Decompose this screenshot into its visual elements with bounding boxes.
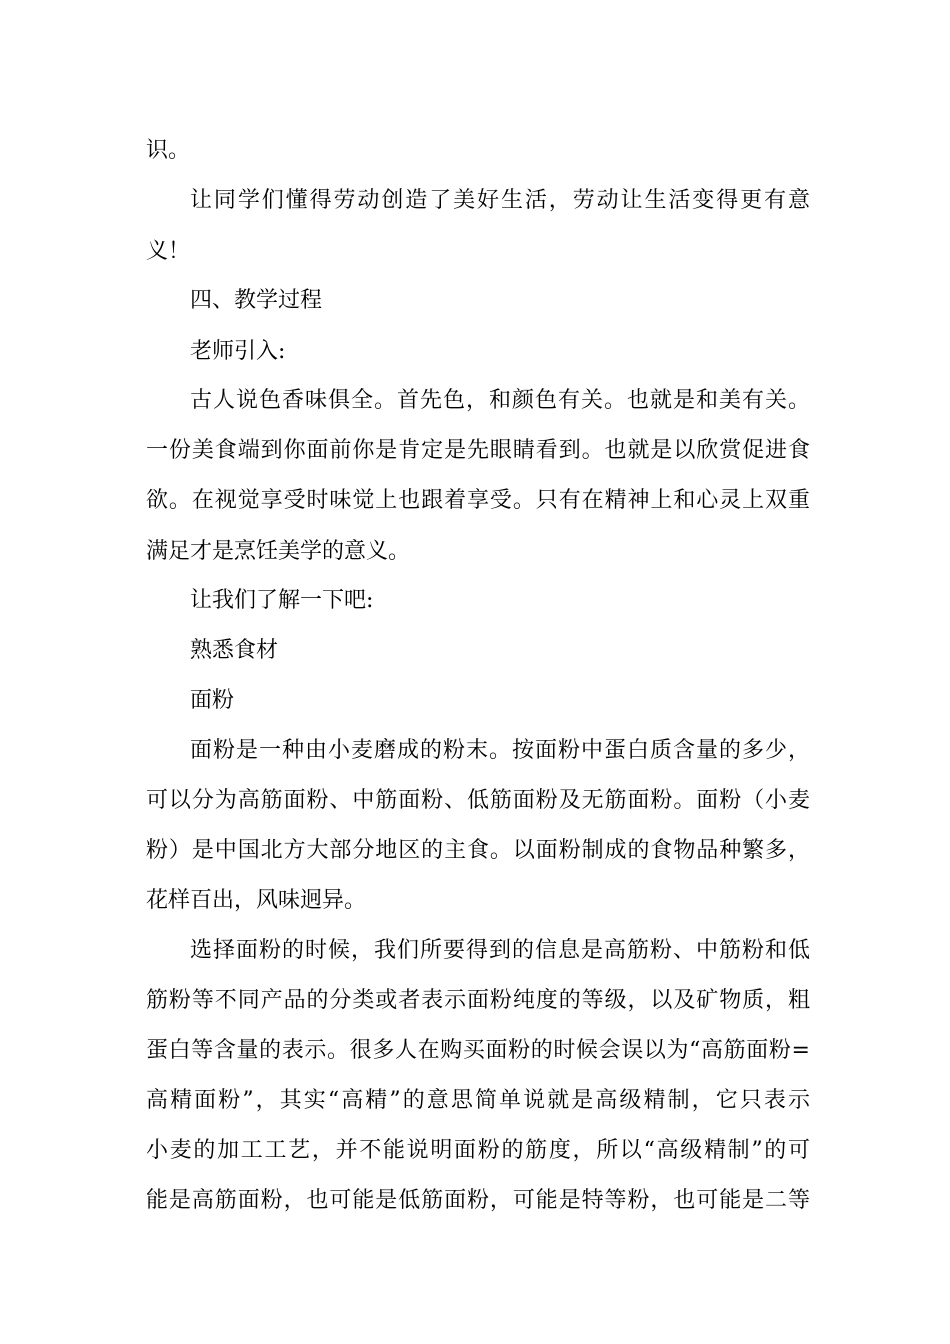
text-line: 粉）是中国北方大部分地区的主食。以面粉制成的食物品种繁多， (146, 838, 810, 863)
section-heading: 四、教学过程 (190, 288, 323, 313)
text-line: 选择面粉的时候，我们所要得到的信息是高筋粉、中筋粉和低 (190, 938, 810, 963)
text-line: 一份美食端到你面前你是肯定是先眼睛看到。也就是以欣赏促进食 (146, 438, 810, 463)
text-line: 满足才是烹饪美学的意义。 (146, 539, 411, 564)
text-line: 义！ (146, 239, 191, 264)
text-line: 识。 (146, 138, 191, 163)
text-line: 能是高筋面粉，也可能是低筋面粉，可能是特等粉，也可能是二等 (146, 1188, 810, 1213)
subheading: 熟悉食材 (190, 638, 279, 663)
text-line: 可以分为高筋面粉、中筋面粉、低筋面粉及无筋面粉。面粉（小麦 (146, 788, 810, 813)
text-line: 高精面粉”，其实“高精”的意思简单说就是高级精制，它只表示 (146, 1088, 810, 1113)
text-line: 欲。在视觉享受时味觉上也跟着享受。只有在精神上和心灵上双重 (146, 488, 810, 513)
text-line: 小麦的加工工艺，并不能说明面粉的筋度，所以“高级精制”的可 (146, 1138, 810, 1163)
text-line: 让同学们懂得劳动创造了美好生活，劳动让生活变得更有意 (190, 188, 810, 213)
text-line: 蛋白等含量的表示。很多人在购买面粉的时候会误以为“高筋面粉= (146, 1038, 810, 1063)
subheading: 面粉 (190, 688, 235, 713)
text-line: 筋粉等不同产品的分类或者表示面粉纯度的等级，以及矿物质，粗 (146, 988, 810, 1013)
text-line: 面粉是一种由小麦磨成的粉末。按面粉中蛋白质含量的多少， (190, 738, 810, 763)
text-line: 让我们了解一下吧: (190, 588, 374, 613)
text-line: 老师引入: (190, 339, 286, 364)
text-line: 花样百出，风味迥异。 (146, 888, 367, 913)
text-line: 古人说色香味俱全。首先色，和颜色有关。也就是和美有关。 (190, 388, 810, 413)
